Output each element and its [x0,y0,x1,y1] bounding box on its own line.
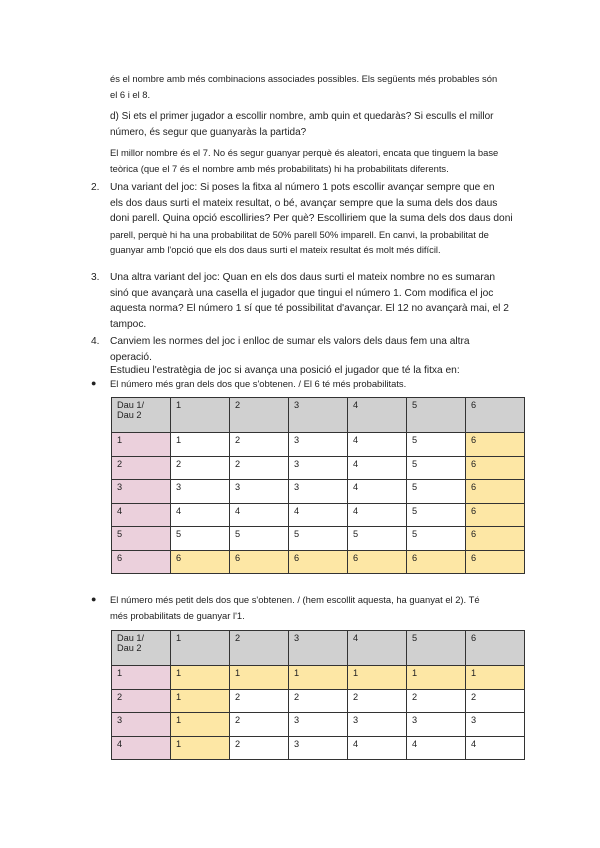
table-cell: 2 [466,689,525,713]
question-d-line-2: número, és segur que guanyaràs la partida? [110,126,307,138]
table-cell: 5 [171,527,230,551]
answer-d [110,145,530,176]
bullet-icon: ● [91,594,97,604]
bullet2-line-2: més probabilitats de guanyar l'1. [110,609,245,621]
corner-line-1: Dau 1/ [117,400,145,410]
table-cell: 5 [289,527,348,551]
table-corner-cell [112,631,171,666]
table-header-row [112,398,525,433]
table-cell: 2 [230,433,289,457]
table-header-row [112,631,525,666]
table-cell: 2 [348,689,407,713]
bullet2-line-1: El número més petit dels dos que s'obtenen. / (hem escollit aquesta, ha guanyat el 2). Té [110,594,480,605]
table-cell-highlight: 6 [466,433,525,457]
column-header: 6 [466,631,525,666]
table-cell: 4 [171,503,230,527]
table-cell-highlight: 6 [466,456,525,480]
intro-paragraph [110,71,530,102]
table-cell: 2 [289,689,348,713]
table-cell: 2 [171,456,230,480]
table-cell: 3 [230,480,289,504]
table-cell: 3 [466,713,525,737]
table-cell: 3 [171,480,230,504]
item3-line-4: tampoc. [110,318,147,330]
table-cell-highlight: 6 [289,550,348,574]
table-cell-highlight: 6 [466,527,525,551]
table-cell: 5 [407,503,466,527]
item3-line-1: Una altra variant del joc: Quan en els dos daus surti el mateix nombre no es sumaran [110,272,496,283]
row-header: 1 [112,433,171,457]
list-item-3 [91,270,528,332]
question-d [110,109,530,140]
table-cell: 4 [407,736,466,760]
table-cell: 2 [230,689,289,713]
column-header: 2 [230,398,289,433]
question-d-line-1: d) Si ets el primer jugador a escollir nombre, amb quin et quedaràs? Si esculls el millor [110,111,494,122]
corner-line-2: Dau 2 [117,643,142,653]
item3-line-3: aquesta norma? El número 1 sí que té possibilitat d'avançar. El 12 no avançarà mai, el 2 [110,303,509,314]
table-cell: 4 [348,503,407,527]
row-header: 4 [112,503,171,527]
table-cell: 4 [230,503,289,527]
column-header: 1 [171,398,230,433]
table-cell: 5 [407,527,466,551]
column-header: 2 [230,631,289,666]
table-cell-highlight: 1 [289,666,348,690]
table-cell: 5 [407,433,466,457]
table-cell: 3 [289,736,348,760]
row-header: 3 [112,480,171,504]
column-header: 3 [289,631,348,666]
row-header: 1 [112,666,171,690]
intro-line-2: el 6 i el 8. [110,88,151,100]
table-cell-highlight: 1 [348,666,407,690]
table-cell: 2 [230,713,289,737]
intro-line-1: és el nombre amb més combinacions associades possibles. Els següents més probables són [110,73,498,84]
table-cell: 4 [348,736,407,760]
table-cell: 2 [230,736,289,760]
table-cell-highlight: 1 [466,666,525,690]
row-header: 2 [112,456,171,480]
row-header: 2 [112,689,171,713]
table-row [112,689,525,713]
table-cell: 1 [171,433,230,457]
table-row [112,433,525,457]
list-number-3: 3. [91,272,100,283]
item4-line-2: operació. [110,351,152,363]
item4-line-3: Estudieu l'estratègia de joc si avança una posició el jugador que té la fitxa en: [110,365,460,376]
column-header: 5 [407,631,466,666]
table-cell: 3 [289,433,348,457]
table-cell: 3 [289,480,348,504]
table-cell-highlight: 1 [171,689,230,713]
table-cell-highlight: 6 [230,550,289,574]
table-cell-highlight: 6 [466,503,525,527]
item4-line-1: Canviem les normes del joc i enlloc de sumar els valors dels daus fem una altra [110,336,470,347]
table-row [112,456,525,480]
table-cell: 3 [407,713,466,737]
table-corner-cell [112,398,171,433]
table-cell-highlight: 1 [230,666,289,690]
table-cell-highlight: 6 [466,550,525,574]
table-cell: 3 [289,713,348,737]
item2-line-3: doni parell. Quina opció escolliries? Per què? Escolliriem que la suma dels dos daus doni [110,213,513,224]
item2-line-1: Una variant del joc: Si poses la fitxa al número 1 pots escollir avançar sempre que en [110,182,495,193]
row-header: 4 [112,736,171,760]
column-header: 5 [407,398,466,433]
table-cell-highlight: 1 [171,736,230,760]
bullet-item-2 [91,592,528,623]
table-cell: 4 [289,503,348,527]
table-cell: 2 [407,689,466,713]
row-header: 6 [112,550,171,574]
table-cell-highlight: 6 [407,550,466,574]
table-row [112,713,525,737]
table-cell-highlight: 1 [171,713,230,737]
item2-line-2: els dos daus surti el mateix resultat, o bé, avançar sempre que la suma dels dos daus [110,197,498,209]
row-header: 3 [112,713,171,737]
answer-d-line-1: El millor nombre és el 7. No és segur guanyar perquè és aleatori, encata que tinguem la base [110,147,499,158]
column-header: 4 [348,631,407,666]
table-cell-highlight: 6 [466,480,525,504]
table-cell-highlight: 1 [407,666,466,690]
table-row [112,736,525,760]
table-row [112,503,525,527]
corner-line-2: Dau 2 [117,410,142,420]
column-header: 3 [289,398,348,433]
item2-line-4: parell, perquè hi ha una probabilitat de 50% parell 50% imparell. En canvi, la probabilitat de [110,228,489,240]
table-cell: 4 [348,480,407,504]
bullet1-text: El número més gran dels dos que s'obtenen. / El 6 té més probabilitats. [110,378,407,389]
table-cell: 2 [230,456,289,480]
list-number-2: 2. [91,182,100,193]
table-largest-number [111,397,525,574]
table-cell: 4 [348,433,407,457]
column-header: 4 [348,398,407,433]
bullet-item-1 [91,376,528,392]
table-cell: 5 [230,527,289,551]
answer-d-line-2: teòrica (que el 7 és el nombre amb més probabilitats) hi ha probabilitats diferents. [110,162,449,174]
list-number-4: 4. [91,336,100,347]
table-cell-highlight: 6 [348,550,407,574]
column-header: 1 [171,631,230,666]
item2-line-5: guanyar amb l'opció que els dos daus surti el mateix resultat és molt més difícil. [110,244,441,255]
item3-line-2: sinó que avançarà una casella el jugador que tingui el número 1. Com modifica el joc [110,287,494,299]
table-cell: 3 [289,456,348,480]
table-cell-highlight: 6 [171,550,230,574]
table-cell: 3 [348,713,407,737]
table-row [112,527,525,551]
bullet-icon: ● [91,378,97,388]
table-cell: 4 [348,456,407,480]
table-smallest-number [111,630,525,760]
corner-line-1: Dau 1/ [117,633,145,643]
table-cell: 5 [348,527,407,551]
table-cell: 4 [466,736,525,760]
table-cell-highlight: 1 [171,666,230,690]
table-row [112,666,525,690]
table-cell: 5 [407,480,466,504]
row-header: 5 [112,527,171,551]
column-header: 6 [466,398,525,433]
table-cell: 5 [407,456,466,480]
list-item-2 [91,180,528,258]
list-item-4 [91,334,528,379]
table-row [112,550,525,574]
table-row [112,480,525,504]
